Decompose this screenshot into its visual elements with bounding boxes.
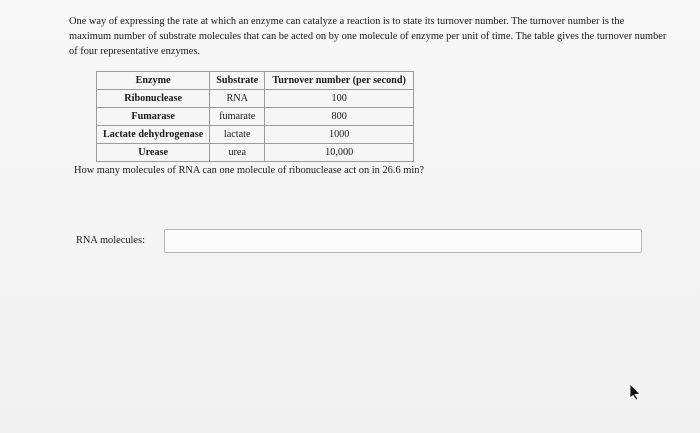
rna-molecules-input[interactable] — [164, 229, 642, 253]
cell-turnover: 10,000 — [265, 144, 414, 162]
cell-enzyme: Urease — [97, 144, 210, 162]
header-enzyme: Enzyme — [97, 72, 210, 90]
table-row — [97, 144, 414, 162]
table-header-row — [97, 72, 414, 90]
question-text: How many molecules of RNA can one molecule of ribonuclease act on in 26.6 min? — [74, 165, 425, 176]
cell-substrate: urea — [210, 144, 265, 162]
cell-turnover: 800 — [265, 108, 414, 126]
table-row — [97, 108, 414, 126]
table-row — [97, 126, 414, 144]
enzyme-table — [96, 71, 414, 162]
header-substrate: Substrate — [210, 72, 265, 90]
header-turnover: Turnover number (per second) — [265, 72, 414, 90]
cell-turnover: 1000 — [265, 126, 414, 144]
cell-enzyme: Fumarase — [97, 108, 210, 126]
answer-label: RNA molecules: — [76, 235, 145, 246]
cell-enzyme: Ribonuclease — [97, 90, 210, 108]
cell-turnover: 100 — [265, 90, 414, 108]
cell-substrate: lactate — [210, 126, 265, 144]
mouse-pointer-icon — [626, 382, 642, 400]
question-content — [69, 14, 667, 59]
cell-enzyme: Lactate dehydrogenase — [97, 126, 210, 144]
intro-paragraph: One way of expressing the rate at which an enzyme can catalyze a reaction is to state its turnover number. The turnover number is the maximum number of substrate molecules that can be acted on by one molecule of enzyme per unit of time. The table gives the turnover number of four representative enzymes. — [69, 16, 667, 57]
table-row — [97, 90, 414, 108]
cell-substrate: RNA — [210, 90, 265, 108]
cell-substrate: fumarate — [210, 108, 265, 126]
